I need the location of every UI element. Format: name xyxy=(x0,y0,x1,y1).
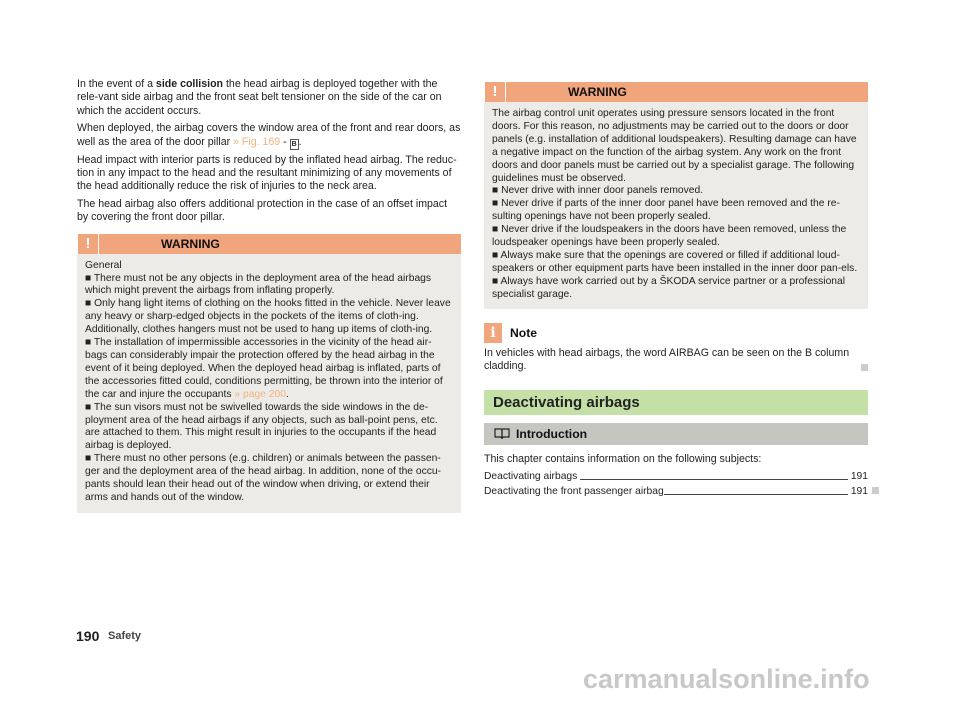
note-text: In vehicles with head airbags, the word AIRBAG can be seen on the B column cladding. xyxy=(484,347,868,374)
toc-row[interactable] xyxy=(484,470,868,483)
warning-line: ■ Always make sure that the openings are covered or filled if additional loud-speakers or other equipment parts have been installed in the inner door pan-els. xyxy=(492,249,858,274)
info-icon: i xyxy=(484,323,502,343)
chapter-title: Deactivating airbags xyxy=(493,394,640,411)
warning-title: WARNING xyxy=(161,236,220,251)
left-column xyxy=(77,78,461,513)
introduction-heading xyxy=(484,423,868,445)
warning-header xyxy=(484,82,868,102)
toc-row[interactable] xyxy=(484,485,868,498)
book-icon xyxy=(494,427,510,439)
bold-term: side collision xyxy=(155,78,224,90)
warning-header xyxy=(77,234,461,254)
figure-b-icon: B xyxy=(291,140,297,148)
warning-box-left xyxy=(77,234,461,513)
warning-line: ■ Always have work carried out by a ŠKODA service partner or a professional specialist garage. xyxy=(492,275,846,300)
warning-body xyxy=(77,254,461,513)
warning-line: ■ There must not be any objects in the deployment area of the head airbags which might prevent the airbags from inflating properly. xyxy=(85,272,432,297)
toc-page: 191 xyxy=(850,471,868,482)
right-column xyxy=(484,82,868,378)
toc-label: Deactivating airbags xyxy=(484,471,578,482)
warning-line: ■ Only hang light items of clothing on the hooks fitted in the vehicle. Never leave any heavy or sharp-edged objects in the pockets of the items of cloth-ing. Additionally, clothes hangers must not be used to hang up items of cloth-ing. xyxy=(85,298,451,336)
section-name: Safety xyxy=(108,630,142,642)
warning-line: General xyxy=(85,259,122,271)
paragraph-side-collision: In the event of a side collision the head airbag is deployed together with the rele-vant side airbag and the front seat belt tensioner on the side of the car on which the accident occurs. xyxy=(77,78,442,117)
toc-page: 191 xyxy=(850,486,868,497)
paragraph-head-impact: Head impact with interior parts is reduced by the inflated head airbag. The reduc-tion in any impact to the head and the resultant minimizing of any movements of the head additionally reduce the risk of injuries to the neck area. xyxy=(77,153,457,193)
warning-line: The airbag control unit operates using pressure sensors located in the front doors. For this reason, no adjustments may be carried out to the doors or door panels (e.g. installation of additional loudspeakers). Resulting damage can have a negative impact on the function of the airbag system. Any work on the front doors and door panels must be carried out by a specialist garage. The following guidelines must be observed. xyxy=(492,108,857,184)
page-link[interactable]: » page 200 xyxy=(234,388,286,400)
warning-line: ■ There must no other persons (e.g. children) or animals between the passen-ger and the deployment area of the head airbag. In addition, none of the occu-pants should lean their head out of the window when driving, or extend their arms and hands out of the window. xyxy=(85,453,442,503)
warning-body xyxy=(484,102,868,310)
exclamation-icon: ! xyxy=(484,82,506,102)
warning-line: ■ Never drive with inner door panels removed. xyxy=(492,185,704,197)
page-number: 190 xyxy=(76,628,100,644)
warning-line: ■ The installation of impermissible accessories in the vicinity of the head air-bags can considerably impair the protection offered by the head airbag in the event of it being deployed. When the deployed head airbag is inflated, parts of the accessories fitted could, conditions permitting, be thrown into the interior of the car and injure the occupants » page 200. xyxy=(85,337,443,400)
watermark: carmanualsonline.info xyxy=(583,664,870,694)
exclamation-icon: ! xyxy=(77,234,99,254)
note-header xyxy=(484,323,868,343)
paragraph-deployed: When deployed, the airbag covers the window area of the front and rear doors, as well as the area of the door pillar » Fig. 169 - B . xyxy=(77,122,461,148)
section-end-icon xyxy=(872,487,879,494)
toc-leader xyxy=(664,494,848,495)
introduction-title: Introduction xyxy=(516,427,588,441)
note-title: Note xyxy=(510,326,538,340)
warning-line: ■ The sun visors must not be swivelled towards the side windows in the de-ployment area of the head airbags if any objects, such as ball-point pens, etc. are attached to them. This might result in injuries to the occupants if the head airbag is deployed. xyxy=(85,401,438,452)
introduction-text: This chapter contains information on the following subjects: xyxy=(484,453,762,465)
section-end-icon xyxy=(861,364,868,371)
paragraph-offset-impact: The head airbag also offers additional protection in the case of an offset impact by covering the front door pillar. xyxy=(77,197,448,224)
chapter-heading xyxy=(484,390,868,415)
warning-title: WARNING xyxy=(568,85,627,99)
warning-box-right xyxy=(484,82,868,309)
figure-link[interactable]: » Fig. 169 xyxy=(233,135,281,148)
toc-label: Deactivating the front passenger airbag xyxy=(484,486,664,497)
warning-line: ■ Never drive if parts of the inner door panel have been removed and the re-sulting openings have not been properly sealed. xyxy=(492,198,840,223)
warning-line: ■ Never drive if the loudspeakers in the doors have been removed, unless the loudspeaker openings have been properly sealed. xyxy=(492,224,847,249)
toc-leader xyxy=(580,479,848,480)
